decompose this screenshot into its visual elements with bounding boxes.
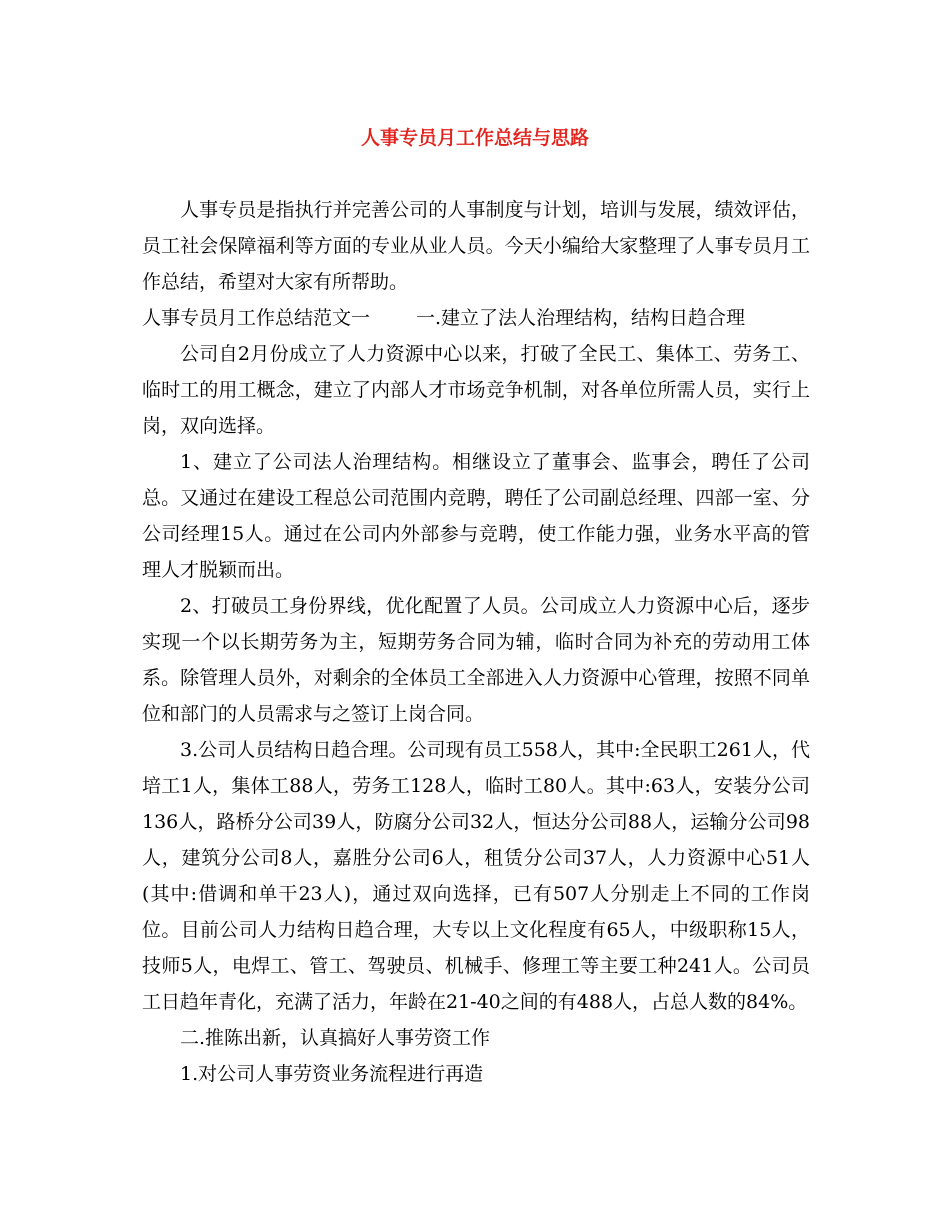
- document-title: 人事专员月工作总结与思路: [360, 127, 589, 149]
- paragraph-5: 1.对公司人事劳资业务流程进行再造: [180, 1063, 484, 1085]
- section-heading-line: [142, 300, 810, 336]
- paragraph-4: 3.公司人员结构日趋合理。公司现有员工558人，其中:全民职工261人，代培工1人，集体工88人，劳务工128人，临时工80人。其中:63人，安装分公司136人，路桥分公司39人，防腐分公司32人，恒达分公司88人，运输分公司98人，建筑分公司8人，嘉胜分公司6人，租赁分公司37人，人力资源中心51人(其中:借调和单干23人)，通过双向选择，已有507人分别走上不同的工作岗位。目前公司人力结构日趋合理，大专以上文化程度有65人，中级职称15人，技师5人，电焊工、管工、驾驶员、机械手、修理工等主要工种241人。公司员工日趋年青化，充满了活力，年龄在21-40之间的有488人，占总人数的84%。: [142, 739, 810, 1013]
- paragraph-1: 公司自2月份成立了人力资源中心以来，打破了全民工、集体工、劳务工、临时工的用工概念，建立了内部人才市场竞争机制，对各单位所需人员，实行上岗，双向选择。: [142, 343, 810, 437]
- paragraph-3: 2、打破员工身份界线，优化配置了人员。公司成立人力资源中心后，逐步实现一个以长期劳务为主，短期劳务合同为辅，临时合同为补充的劳动用工体系。除管理人员外，对剩余的全体员工全部进入人力资源中心管理，按照不同单位和部门的人员需求与之签订上岗合同。: [142, 595, 810, 725]
- section-heading-2: 二.推陈出新，认真搞好人事劳资工作: [180, 1027, 491, 1049]
- document-body: [142, 192, 810, 1092]
- section-lead: 人事专员月工作总结范文一: [142, 307, 371, 329]
- paragraph-2: 1、建立了公司法人治理结构。相继设立了董事会、监事会，聘任了公司总。又通过在建设工程总公司范围内竞聘，聘任了公司副总经理、四部一室、分公司经理15人。通过在公司内外部参与竞聘，使工作能力强，业务水平高的管理人才脱颖而出。: [142, 451, 810, 581]
- section-heading-1: 一.建立了法人治理结构，结构日趋合理: [416, 307, 746, 329]
- intro-paragraph: 人事专员是指执行并完善公司的人事制度与计划，培训与发展，绩效评估，员工社会保障福利等方面的专业从业人员。今天小编给大家整理了人事专员月工作总结，希望对大家有所帮助。: [142, 199, 810, 293]
